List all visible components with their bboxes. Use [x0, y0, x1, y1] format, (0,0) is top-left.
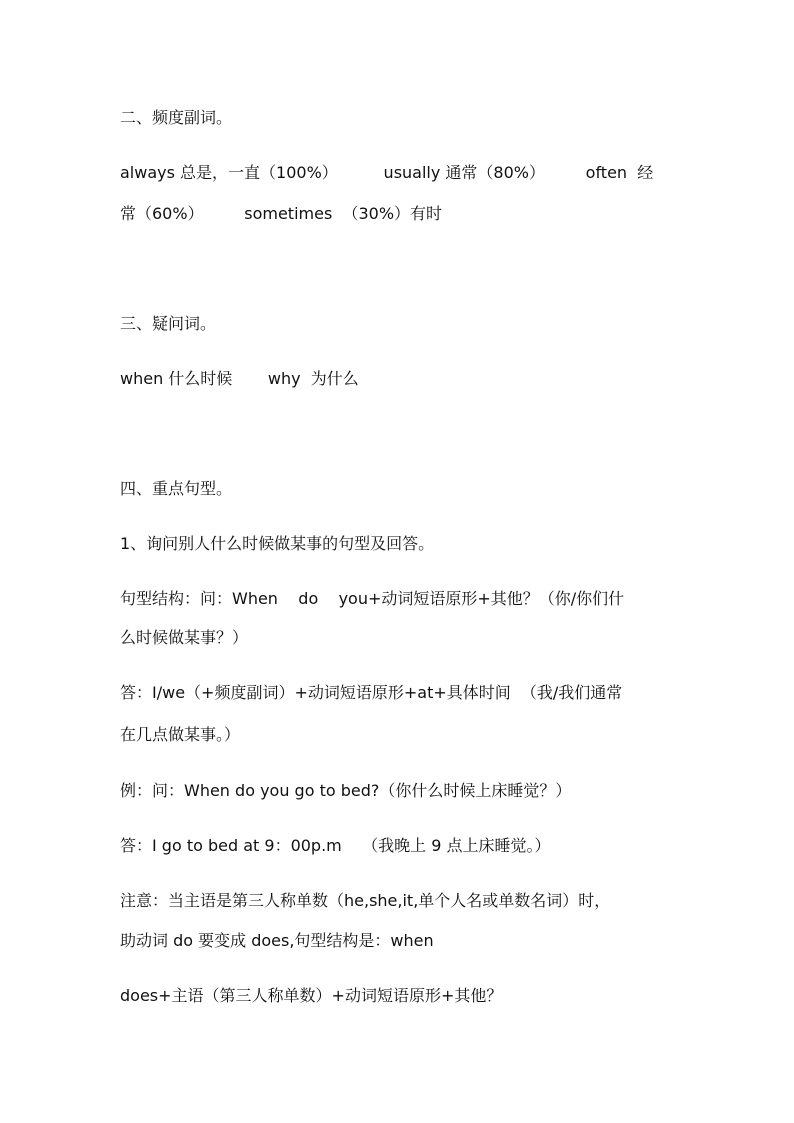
answer-line-2: 在几点做某事。）	[120, 725, 241, 744]
structure-question-line-2: 么时候做某事？）	[120, 628, 249, 647]
structure-question-line-1: 句型结构：问：When do you+动词短语原形+其他？（你/你们什	[120, 589, 625, 608]
heading-adverbs: 二、频度副词。	[120, 108, 233, 127]
example-answer: 答：I go to bed at 9：00p.m （我晚上 9 点上床睡觉。）	[120, 836, 551, 855]
note-line-2: 助动词 do 要变成 does,句型结构是：when	[120, 931, 434, 950]
question-words-line: when 什么时候 why 为什么	[120, 369, 359, 388]
adverbs-line-1: always 总是，一直（100%） usually 通常（80%） often 经	[120, 163, 654, 182]
note-line-3: does+主语（第三人称单数）+动词短语原形+其他？	[120, 986, 503, 1005]
adverbs-line-2: 常（60%） sometimes （30%）有时	[120, 204, 443, 223]
answer-line-1: 答：I/we（+频度副词）+动词短语原形+at+具体时间 （我/我们通常	[120, 683, 623, 702]
heading-key-sentences: 四、重点句型。	[120, 479, 233, 498]
heading-question-words: 三、疑问词。	[120, 314, 217, 333]
example-question: 例：问：When do you go to bed?（你什么时候上床睡觉？）	[120, 781, 572, 800]
item-1-title: 1、询问别人什么时候做某事的句型及回答。	[120, 534, 435, 553]
note-line-1: 注意：当主语是第三人称单数（he,she,it,单个人名或单数名词）时，	[120, 891, 611, 910]
